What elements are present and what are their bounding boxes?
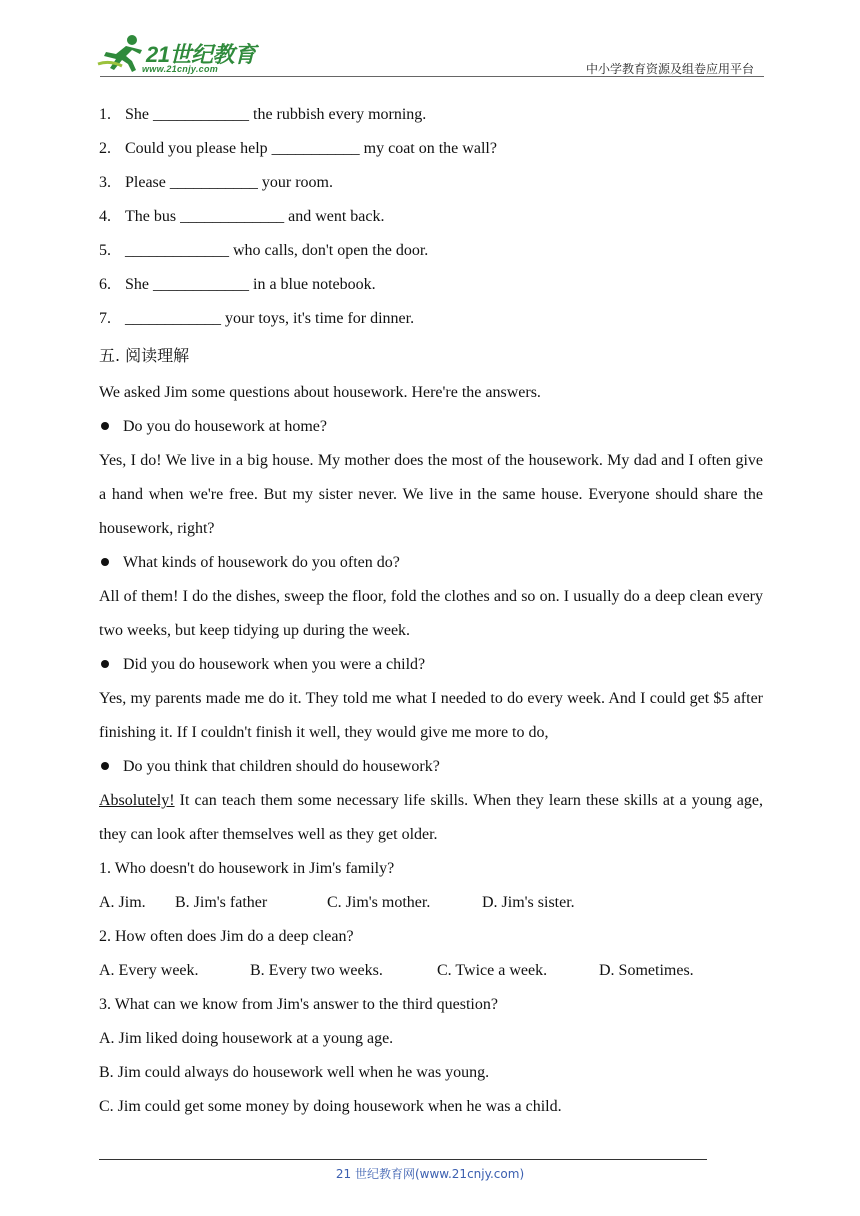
footer-text: 21 世纪教育网(www.21cnjy.com) (335, 1167, 525, 1181)
option-a: A. Jim liked doing housework at a young age. (99, 1030, 394, 1047)
interview-answer: Yes, I do! We live in a big house. My mother does the most of the housework. My dad and I often give a hand when we're free. But my sister never. We live in the same house. Everyone should share the housework, right? (99, 452, 763, 537)
interview-answer: All of them! I do the dishes, sweep the floor, fold the clothes and so on. I usually do a deep clean every two weeks, but keep tidying up during the week. (99, 588, 763, 639)
fill-blank-item: 6. She ____________ in a blue notebook. (99, 276, 376, 293)
interview-question: Do you do housework at home? (99, 410, 763, 444)
footer-divider (99, 1159, 707, 1160)
logo-url: www.21cnjy.com (142, 64, 219, 74)
logo (96, 34, 266, 78)
runner-logo-icon (96, 34, 146, 74)
question-options (99, 886, 763, 920)
option-d: D. Sometimes. (599, 962, 694, 979)
interview-answer: Absolutely! It can teach them some necessary life skills. When they learn these skills at a young age, they can look after themselves well as they get older. (99, 792, 763, 843)
bullet-icon (101, 422, 109, 430)
option-b: B. Jim could always do housework well when he was young. (99, 1064, 490, 1081)
header-platform-text: 中小学教育资源及组卷应用平台 (585, 62, 754, 76)
bullet-icon (101, 558, 109, 566)
option-d: D. Jim's sister. (482, 894, 575, 911)
fill-blank-item: 4. The bus _____________ and went back. (99, 208, 385, 225)
option-c: C. Jim's mother. (327, 894, 431, 911)
interview-question: Do you think that children should do housework? (99, 750, 763, 784)
fill-blank-item: 7. ____________ your toys, it's time for dinner. (99, 310, 415, 327)
section-title: 五. 阅读理解 (99, 346, 190, 365)
fill-blank-item: 2. Could you please help ___________ my coat on the wall? (99, 140, 497, 157)
question-options (99, 954, 763, 988)
fill-blank-item: 5. _____________ who calls, don't open the door. (99, 242, 429, 259)
bullet-icon (101, 660, 109, 668)
question-stem: 3. What can we know from Jim's answer to the third question? (99, 996, 498, 1013)
interview-question: Did you do housework when you were a child? (99, 648, 763, 682)
fill-blank-item: 3. Please ___________ your room. (99, 174, 333, 191)
option-b: B. Every two weeks. (250, 962, 383, 979)
page-header (96, 34, 764, 78)
underlined-word: Absolutely! (99, 792, 175, 809)
option-c: C. Twice a week. (437, 962, 548, 979)
option-a: A. Every week. (99, 962, 199, 979)
interview-answer: Yes, my parents made me do it. They told me what I needed to do every week. And I could get $5 after finishing it. If I couldn't finish it well, they would give me more to do, (99, 690, 763, 741)
document-body (99, 98, 763, 1124)
logo-text: 21世纪教育 (146, 42, 256, 67)
option-c: C. Jim could get some money by doing housework when he was a child. (99, 1098, 562, 1115)
bullet-icon (101, 762, 109, 770)
question-stem: 2. How often does Jim do a deep clean? (99, 928, 354, 945)
header-divider (100, 76, 764, 77)
option-a: A. Jim. (99, 894, 146, 911)
reading-intro: We asked Jim some questions about housework. Here're the answers. (99, 384, 541, 401)
option-b: B. Jim's father (175, 894, 268, 911)
question-stem: 1. Who doesn't do housework in Jim's family? (99, 860, 395, 877)
interview-question: What kinds of housework do you often do? (99, 546, 763, 580)
fill-blank-item: 1. She ____________ the rubbish every morning. (99, 106, 427, 123)
